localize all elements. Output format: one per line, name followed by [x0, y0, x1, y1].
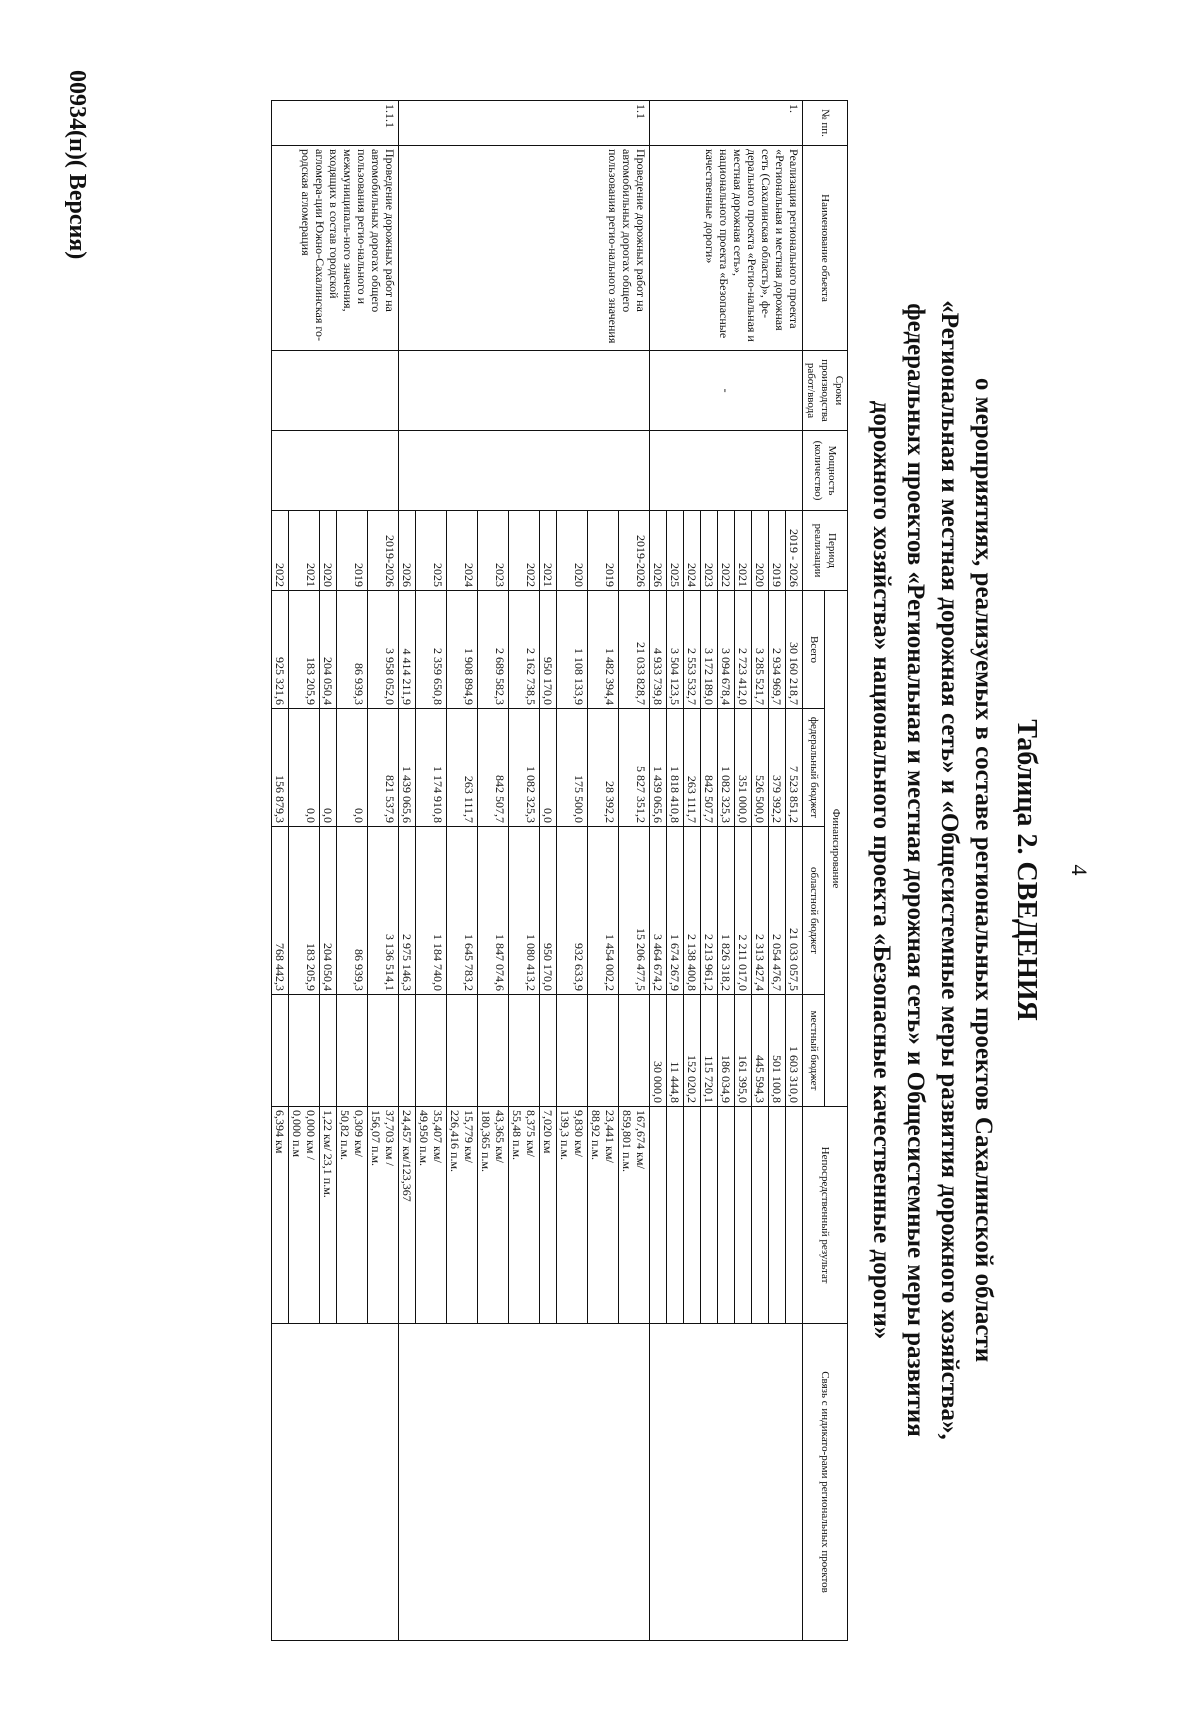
- document-title: Таблица 2. СВЕДЕНИЯ: [1011, 719, 1042, 1021]
- federal-cell: 156 879,3: [272, 709, 289, 827]
- period-cell: 2022: [509, 511, 540, 591]
- regional-cell: 950 170,0: [540, 827, 557, 995]
- subtitle-line: федеральных проектов «Региональная и местная дорожная сеть» и Общесистемные меры развития: [902, 303, 929, 1437]
- federal-cell: 0,0: [540, 709, 557, 827]
- result-cell: 15,779 км/ 226,416 п.м.: [447, 1107, 478, 1324]
- result-cell: [684, 1107, 701, 1324]
- period-cell: 2022: [272, 511, 289, 591]
- regional-cell: 2 975 146,3: [399, 827, 416, 995]
- federal-cell: 0,0: [337, 709, 368, 827]
- regional-cell: 768 442,3: [272, 827, 289, 995]
- total-cell: 4 933 739,8: [650, 591, 667, 709]
- regional-cell: 2 313 427,4: [752, 827, 769, 995]
- federal-cell: 842 507,7: [701, 709, 718, 827]
- subtitle-line: дорожного хозяйства» национального проекта «Безопасные качественные дороги»: [868, 400, 895, 1340]
- result-cell: [735, 1107, 752, 1324]
- local-cell: 445 594,3: [752, 995, 769, 1107]
- federal-cell: 0,0: [320, 709, 337, 827]
- period-cell: 2019: [769, 511, 786, 591]
- local-cell: 501 100,8: [769, 995, 786, 1107]
- period-cell: 2023: [478, 511, 509, 591]
- federal-cell: 842 507,7: [478, 709, 509, 827]
- total-cell: 3 504 123,5: [667, 591, 684, 709]
- regional-cell: 1 184 740,0: [416, 827, 447, 995]
- local-cell: 1 603 310,0: [786, 995, 803, 1107]
- local-cell: 115 720,1: [701, 995, 718, 1107]
- regional-cell: 204 050,4: [320, 827, 337, 995]
- regional-cell: 2 213 961,2: [701, 827, 718, 995]
- total-cell: 950 170,0: [540, 591, 557, 709]
- federal-cell: 0,0: [289, 709, 320, 827]
- subtitle-line: о мероприятиях, реализуемых в составе региональных проектов Сахалинской области: [970, 377, 997, 1363]
- total-cell: 2 689 582,3: [478, 591, 509, 709]
- period-cell: 2020: [752, 511, 769, 591]
- result-cell: 0,309 км/ 50,82 п.м.: [337, 1107, 368, 1324]
- local-cell: 152 020,2: [684, 995, 701, 1107]
- result-cell: [650, 1107, 667, 1324]
- page-number: 4: [1067, 864, 1092, 876]
- period-cell: 2021: [540, 511, 557, 591]
- period-cell: 2022: [718, 511, 735, 591]
- regional-cell: 1 645 783,2: [447, 827, 478, 995]
- header-local: местный бюджет: [803, 995, 826, 1107]
- federal-cell: 263 111,7: [447, 709, 478, 827]
- total-cell: 2 162 738,5: [509, 591, 540, 709]
- local-cell: [509, 995, 540, 1107]
- row-number-cell: 1.1: [399, 101, 650, 146]
- local-cell: [478, 995, 509, 1107]
- header-financing: Финансирование: [825, 591, 848, 1107]
- total-cell: 30 160 218,7: [786, 591, 803, 709]
- regional-cell: 3 464 674,2: [650, 827, 667, 995]
- federal-cell: 7 523 851,2: [786, 709, 803, 827]
- header-result: Непосредственный результат: [803, 1107, 848, 1324]
- capacity-cell: [650, 431, 803, 511]
- total-cell: 204 050,4: [320, 591, 337, 709]
- local-cell: [337, 995, 368, 1107]
- period-cell: 2021: [289, 511, 320, 591]
- regional-cell: 2 054 476,7: [769, 827, 786, 995]
- federal-cell: 175 500,0: [557, 709, 588, 827]
- result-cell: 24,457 км/123,367: [399, 1107, 416, 1324]
- table-header-row: [825, 101, 848, 1641]
- period-cell: 2023: [701, 511, 718, 591]
- federal-cell: 526 500,0: [752, 709, 769, 827]
- period-cell: 2020: [557, 511, 588, 591]
- period-cell: 2019: [588, 511, 619, 591]
- result-cell: 23,441 км/ 88,92 п.м.: [588, 1107, 619, 1324]
- local-cell: [447, 995, 478, 1107]
- regional-cell: 15 206 477,5: [619, 827, 650, 995]
- header-capacity: Мощность (количество): [803, 431, 848, 511]
- result-cell: 1,22 км/ 23,1 п.м.: [320, 1107, 337, 1324]
- local-cell: [289, 995, 320, 1107]
- period-cell: 2024: [684, 511, 701, 591]
- header-terms: Сроки производства работ/ввода: [803, 351, 848, 431]
- result-cell: [667, 1107, 684, 1324]
- table-row: [619, 101, 650, 1641]
- federal-cell: 1 082 325,3: [718, 709, 735, 827]
- terms-cell: [272, 351, 399, 431]
- total-cell: 3 285 521,7: [752, 591, 769, 709]
- object-name-cell: Проведение дорожных работ на автомобильных дорогах общего пользования регио-нального и межмуниципаль-ного значения, входящих в состав городской агломера-ции Южно-Сахалинская го-родская агломерация: [272, 146, 399, 351]
- total-cell: 4 414 211,9: [399, 591, 416, 709]
- total-cell: 3 094 678,4: [718, 591, 735, 709]
- regional-cell: 86 939,3: [337, 827, 368, 995]
- row-number-cell: 1.1.1: [272, 101, 399, 146]
- result-cell: 35,407 км/ 49,950 п.м.: [416, 1107, 447, 1324]
- local-cell: [540, 995, 557, 1107]
- local-cell: [557, 995, 588, 1107]
- object-name-cell: Проведение дорожных работ на автомобильных дорогах общего пользования регио-нального значения: [399, 146, 650, 351]
- link-cell: [272, 1324, 399, 1641]
- total-cell: 86 939,3: [337, 591, 368, 709]
- period-cell: 2019 - 2026: [786, 511, 803, 591]
- federal-cell: 263 111,7: [684, 709, 701, 827]
- result-cell: [752, 1107, 769, 1324]
- local-cell: [416, 995, 447, 1107]
- regional-cell: 1 454 002,2: [588, 827, 619, 995]
- period-cell: 2026: [399, 511, 416, 591]
- regional-cell: 2 138 400,8: [684, 827, 701, 995]
- local-cell: [320, 995, 337, 1107]
- federal-cell: 351 000,0: [735, 709, 752, 827]
- header-regional: областной бюджет: [803, 827, 826, 995]
- regional-cell: 183 205,9: [289, 827, 320, 995]
- terms-cell: [399, 351, 650, 431]
- result-cell: [701, 1107, 718, 1324]
- header-period: Период реализации: [803, 511, 848, 591]
- total-cell: 2 723 412,0: [735, 591, 752, 709]
- local-cell: [588, 995, 619, 1107]
- federal-cell: 28 392,2: [588, 709, 619, 827]
- regional-cell: 1 674 267,9: [667, 827, 684, 995]
- total-cell: 2 359 650,8: [416, 591, 447, 709]
- period-cell: 2019: [337, 511, 368, 591]
- local-cell: 161 395,0: [735, 995, 752, 1107]
- total-cell: 2 553 532,7: [684, 591, 701, 709]
- result-cell: 8,375 км/ 55,48 п.м.: [509, 1107, 540, 1324]
- financing-table: [271, 100, 848, 1641]
- subtitle-line: «Региональная и местная дорожная сеть» и «Общесистемные меры развития дорожного хозяйства»,: [936, 300, 963, 1440]
- result-cell: 7,020 км: [540, 1107, 557, 1324]
- header-link: Связь с индикато-рами региональных проектов: [803, 1324, 848, 1641]
- period-cell: 2024: [447, 511, 478, 591]
- local-cell: 11 444,8: [667, 995, 684, 1107]
- period-cell: 2021: [735, 511, 752, 591]
- total-cell: 1 108 133,9: [557, 591, 588, 709]
- regional-cell: 932 633,9: [557, 827, 588, 995]
- result-cell: 0,000 км / 0,000 п.м: [289, 1107, 320, 1324]
- total-cell: 3 958 052,0: [368, 591, 399, 709]
- federal-cell: 1 818 410,8: [667, 709, 684, 827]
- object-name-cell: Реализация регионального проекта «Региональная и местная дорожная сеть (Сахалинская область)», фе-дерального проекта «Регио-нальная и местная дорожная сеть», национального проекта «Безопасные качественные дороги»: [650, 146, 803, 351]
- result-cell: [769, 1107, 786, 1324]
- result-cell: 43,365 км/ 180,365 п.м.: [478, 1107, 509, 1324]
- period-cell: 2025: [416, 511, 447, 591]
- header-no: № пп.: [803, 101, 848, 146]
- header-federal: федеральный бюджет: [803, 709, 826, 827]
- result-cell: [718, 1107, 735, 1324]
- link-cell: [399, 1324, 650, 1641]
- total-cell: 2 934 969,7: [769, 591, 786, 709]
- capacity-cell: [272, 431, 399, 511]
- period-cell: 2020: [320, 511, 337, 591]
- row-number-cell: 1.: [650, 101, 803, 146]
- local-cell: [272, 995, 289, 1107]
- total-cell: 925 321,6: [272, 591, 289, 709]
- header-total: Всего: [803, 591, 826, 709]
- federal-cell: 5 827 351,2: [619, 709, 650, 827]
- regional-cell: 1 826 318,2: [718, 827, 735, 995]
- local-cell: [399, 995, 416, 1107]
- local-cell: [368, 995, 399, 1107]
- period-cell: 2019-2026: [368, 511, 399, 591]
- link-cell: [650, 1324, 803, 1641]
- total-cell: 1 482 394,4: [588, 591, 619, 709]
- local-cell: 186 034,9: [718, 995, 735, 1107]
- period-cell: 2019-2026: [619, 511, 650, 591]
- regional-cell: 21 033 057,5: [786, 827, 803, 995]
- federal-cell: 1 439 065,6: [650, 709, 667, 827]
- version-stamp: 00934(п)( Версия): [64, 70, 90, 260]
- total-cell: 21 033 828,7: [619, 591, 650, 709]
- regional-cell: 1 080 413,2: [509, 827, 540, 995]
- period-cell: 2026: [650, 511, 667, 591]
- federal-cell: 1 174 910,8: [416, 709, 447, 827]
- capacity-cell: [399, 431, 650, 511]
- total-cell: 3 172 189,0: [701, 591, 718, 709]
- regional-cell: 1 847 074,6: [478, 827, 509, 995]
- federal-cell: 1 082 325,3: [509, 709, 540, 827]
- table-body: [272, 101, 803, 1641]
- period-cell: 2025: [667, 511, 684, 591]
- rotated-page: [40, 60, 1160, 1680]
- header-name: Наименование объекта: [803, 146, 848, 351]
- regional-cell: 2 211 017,0: [735, 827, 752, 995]
- terms-cell: -: [650, 351, 803, 431]
- table-row: [786, 101, 803, 1641]
- table-row: [368, 101, 399, 1641]
- local-cell: [619, 995, 650, 1107]
- federal-cell: 379 392,2: [769, 709, 786, 827]
- total-cell: 1 908 894,9: [447, 591, 478, 709]
- total-cell: 183 205,9: [289, 591, 320, 709]
- result-cell: 167,674 км/ 859,801 п.м.: [619, 1107, 650, 1324]
- federal-cell: 1 439 065,6: [399, 709, 416, 827]
- result-cell: 6,394 км: [272, 1107, 289, 1324]
- document-subtitle: [864, 120, 1000, 1620]
- federal-cell: 821 537,9: [368, 709, 399, 827]
- result-cell: [786, 1107, 803, 1324]
- result-cell: 37,703 км / 156,07 п.м.: [368, 1107, 399, 1324]
- regional-cell: 3 136 514,1: [368, 827, 399, 995]
- local-cell: 30 000,0: [650, 995, 667, 1107]
- result-cell: 9,830 км/ 139,3 п.м.: [557, 1107, 588, 1324]
